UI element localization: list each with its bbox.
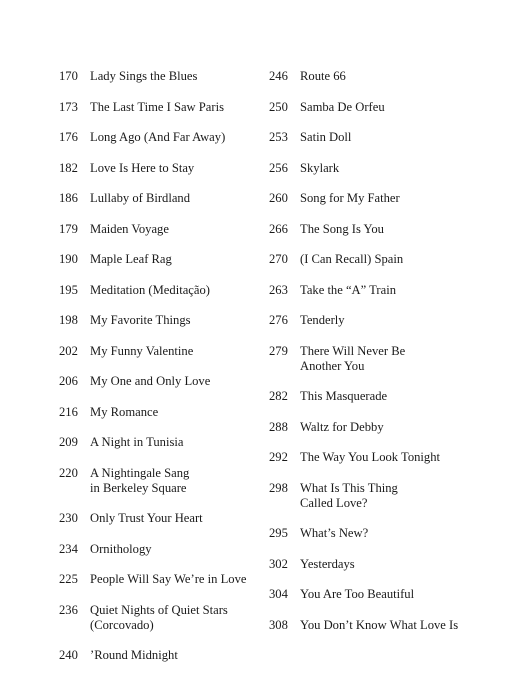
song-title: The Last Time I Saw Paris [90, 99, 224, 114]
page-number: 246 [269, 69, 288, 83]
song-title: (I Can Recall) Spain [300, 252, 404, 266]
song-title: Lullaby of Birdland [90, 191, 191, 205]
index-entry [59, 130, 259, 145]
song-title: Long Ago (And Far Away) [90, 130, 226, 144]
index-entry [59, 435, 259, 450]
index-entry [269, 69, 509, 84]
page-number: 298 [269, 480, 288, 495]
index-entry [269, 389, 509, 404]
page-number: 304 [269, 587, 288, 601]
song-title: Take the “A” Train [300, 282, 396, 297]
song-title: My Funny Valentine [90, 343, 194, 358]
song-title: Samba De Orfeu [300, 99, 385, 114]
song-title: My Romance [90, 404, 159, 419]
page-number: 176 [59, 130, 78, 144]
left-column [59, 69, 259, 679]
song-title: You Don’t Know What Love Is [300, 617, 459, 632]
index-entry [59, 374, 259, 389]
page-number: 236 [59, 602, 78, 617]
page-number: 182 [59, 160, 78, 175]
page-number: 302 [269, 556, 288, 571]
song-title: Maiden Voyage [90, 221, 169, 236]
index-entry [269, 130, 509, 145]
page-number: 234 [59, 541, 78, 556]
index-entry [59, 161, 259, 176]
index-entry [59, 100, 259, 115]
page-number: 308 [269, 617, 288, 632]
index-entry [269, 526, 509, 541]
index-entry [59, 313, 259, 328]
song-title: This Masquerade [300, 389, 388, 403]
page-number: 170 [59, 69, 78, 83]
page-number: 198 [59, 313, 78, 327]
song-title: What Is This Thing Called Love? [300, 480, 398, 510]
page-number: 220 [59, 465, 78, 480]
song-title: Route 66 [300, 69, 346, 83]
page-number: 209 [59, 435, 78, 449]
song-title: Only Trust Your Heart [90, 511, 203, 525]
index-entry [269, 481, 509, 511]
page-number: 253 [269, 130, 288, 144]
index-entry [59, 344, 259, 359]
song-title: Love Is Here to Stay [90, 160, 195, 175]
index-entry [59, 283, 259, 298]
page-number: 230 [59, 511, 78, 525]
song-title: ’Round Midnight [90, 648, 178, 662]
index-entry [269, 313, 509, 328]
index-entry [269, 557, 509, 572]
song-title: Song for My Father [300, 191, 400, 205]
page-number: 240 [59, 648, 78, 662]
page-number: 292 [269, 450, 288, 464]
page-number: 179 [59, 221, 78, 236]
song-title: Meditation (Meditação) [90, 282, 210, 297]
index-entry [59, 69, 259, 84]
page-number: 260 [269, 191, 288, 205]
song-title: My Favorite Things [90, 313, 191, 327]
index-entry [269, 283, 509, 298]
index-entry [59, 542, 259, 557]
song-title: Tenderly [300, 313, 345, 327]
page-number: 266 [269, 221, 288, 236]
page-number: 173 [59, 99, 78, 114]
page-number: 256 [269, 160, 288, 175]
index-entry [59, 572, 259, 587]
right-column [269, 69, 509, 648]
index-entry [59, 405, 259, 420]
index-entry [59, 511, 259, 526]
page-number: 225 [59, 572, 78, 586]
song-title: People Will Say We’re in Love [90, 572, 247, 586]
song-title: A Night in Tunisia [90, 435, 184, 449]
song-title: The Way You Look Tonight [300, 450, 441, 464]
page-number: 279 [269, 343, 288, 358]
song-title: You Are Too Beautiful [300, 587, 415, 601]
song-title: There Will Never Be Another You [300, 343, 406, 373]
index-entry [269, 161, 509, 176]
page-number: 295 [269, 526, 288, 540]
page-number: 276 [269, 313, 288, 327]
page-number: 263 [269, 282, 288, 297]
index-entry [59, 603, 259, 633]
song-title: Lady Sings the Blues [90, 69, 198, 83]
song-title: A Nightingale Sang in Berkeley Square [90, 465, 190, 495]
song-title: Skylark [300, 160, 340, 175]
page-number: 186 [59, 191, 78, 205]
index-entry [269, 191, 509, 206]
page-number: 195 [59, 282, 78, 297]
song-title: Yesterdays [300, 556, 355, 571]
page-number: 190 [59, 252, 78, 266]
song-title: My One and Only Love [90, 374, 211, 388]
page-number: 216 [59, 404, 78, 419]
page-number: 202 [59, 343, 78, 358]
page-number: 270 [269, 252, 288, 266]
index-entry [59, 252, 259, 267]
page-number: 282 [269, 389, 288, 403]
song-title: Waltz for Debby [300, 419, 384, 434]
song-title: Satin Doll [300, 130, 352, 144]
index-entry [269, 100, 509, 115]
index-entry [269, 618, 509, 633]
page-number: 206 [59, 374, 78, 388]
song-title: Quiet Nights of Quiet Stars (Corcovado) [90, 602, 228, 632]
page-number: 250 [269, 99, 288, 114]
page-number: 288 [269, 419, 288, 434]
index-entry [269, 252, 509, 267]
index-entry [269, 344, 509, 374]
index-entry [59, 222, 259, 237]
index-entry [269, 420, 509, 435]
song-title: Ornithology [90, 541, 152, 556]
index-entry [59, 648, 259, 663]
index-entry [269, 222, 509, 237]
index-entry [59, 191, 259, 206]
index-entry [59, 466, 259, 496]
song-title: The Song Is You [300, 221, 384, 236]
index-entry [269, 587, 509, 602]
song-title: Maple Leaf Rag [90, 252, 172, 266]
song-title: What’s New? [300, 526, 369, 540]
index-entry [269, 450, 509, 465]
